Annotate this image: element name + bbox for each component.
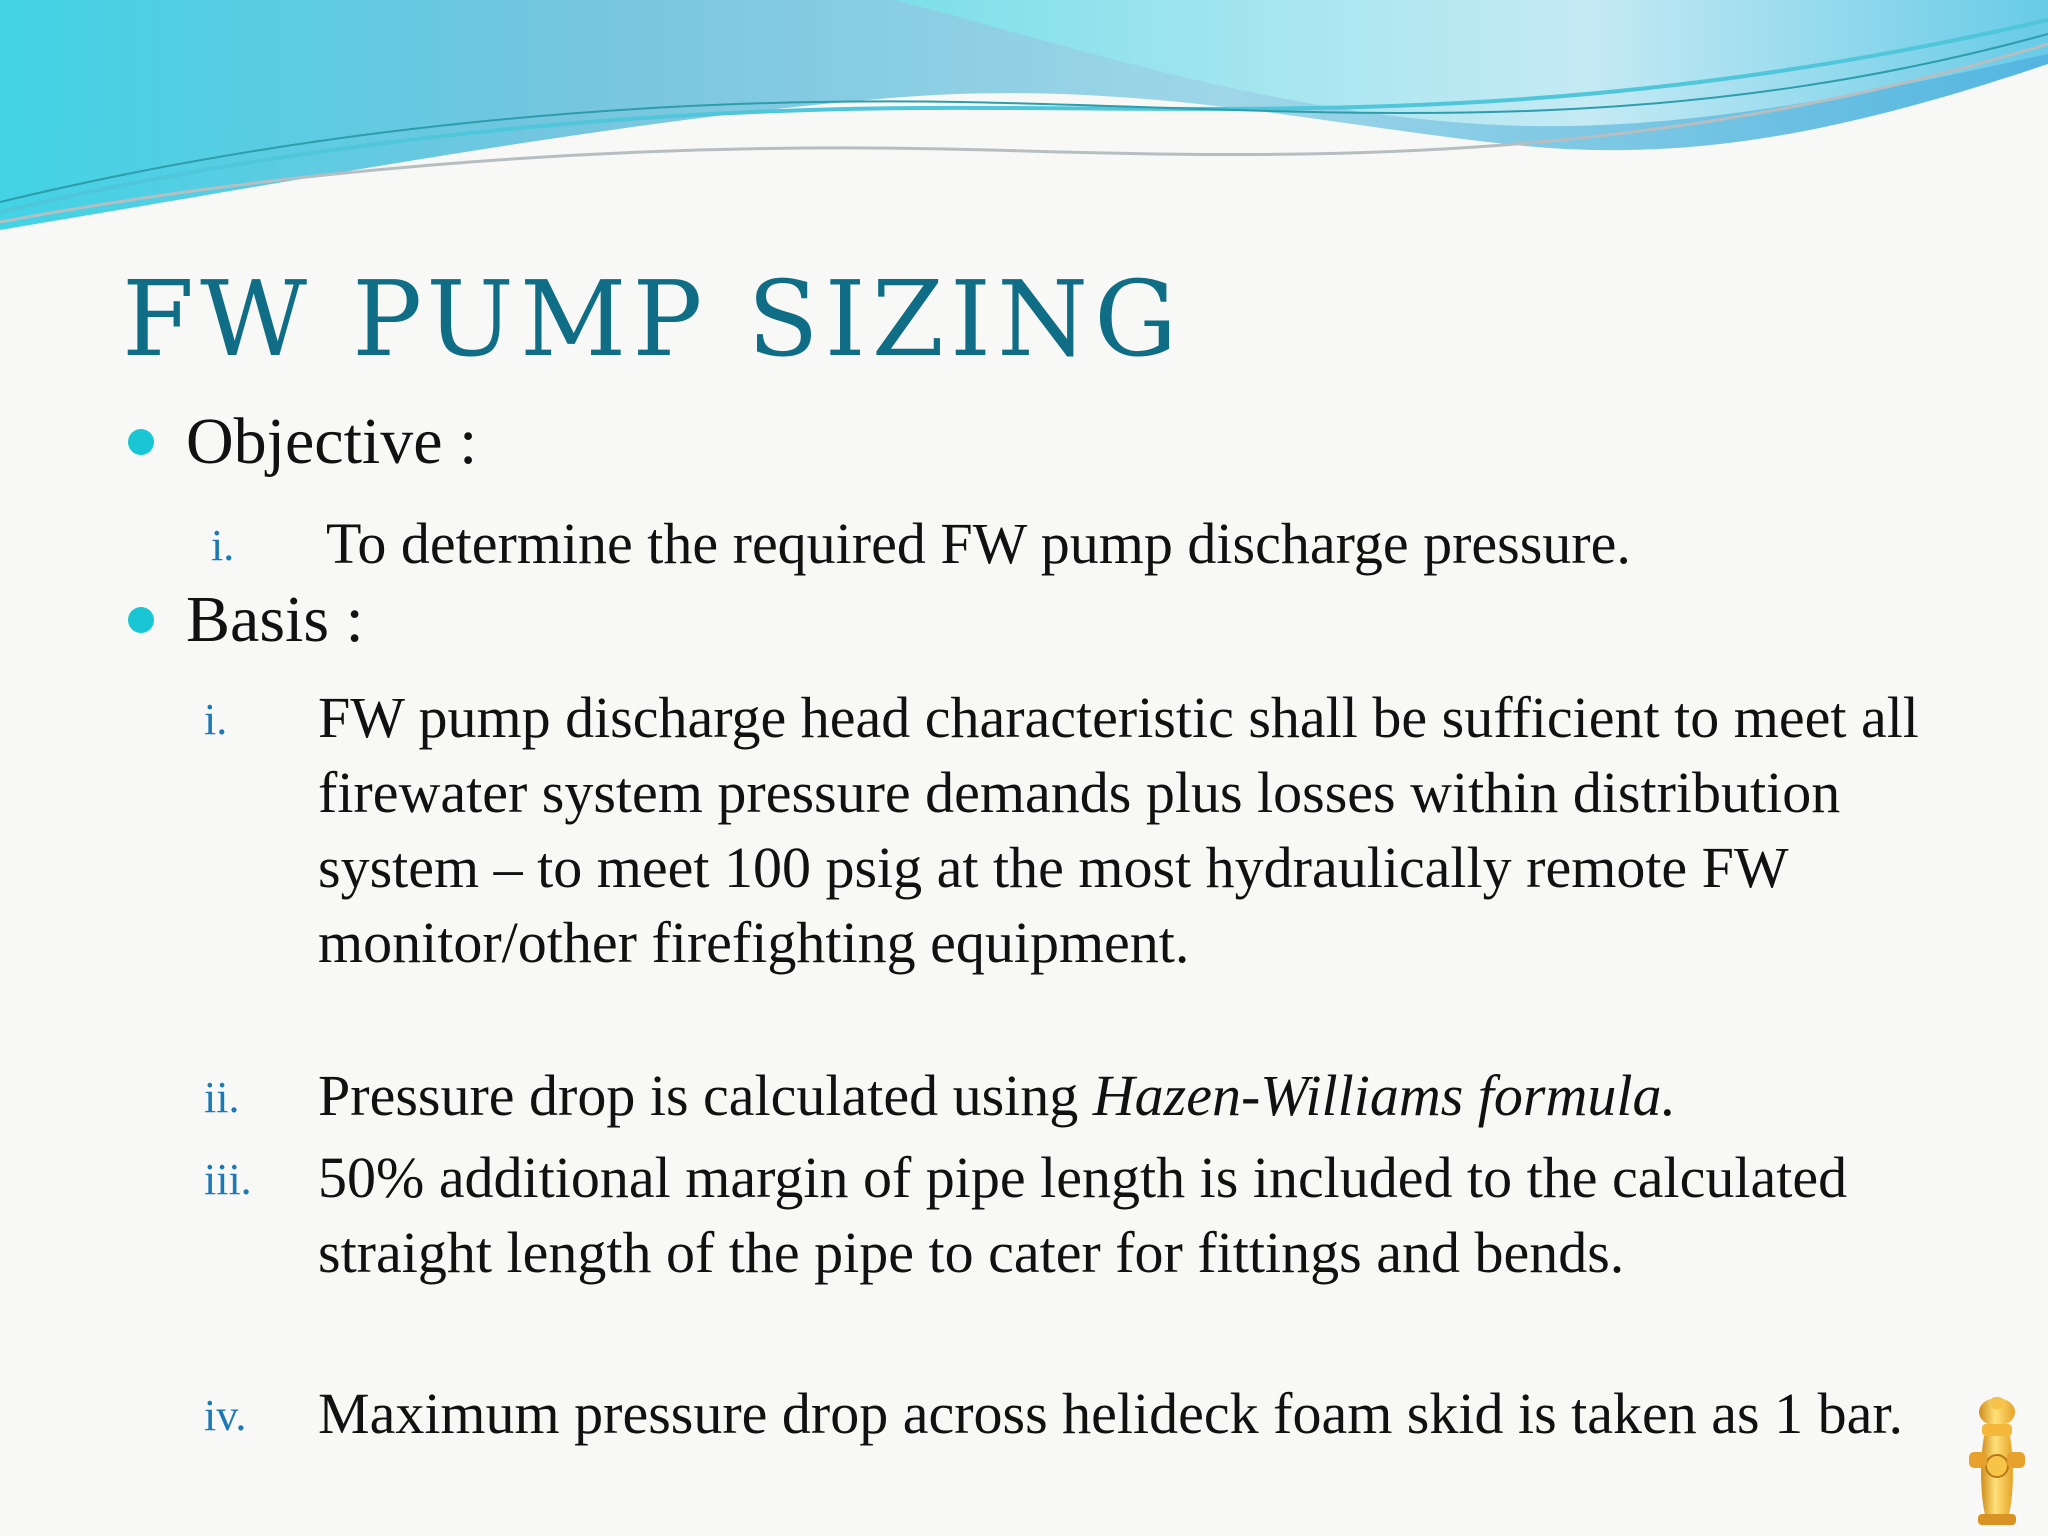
basis-item-2-marker: ii. — [204, 1073, 240, 1122]
basis-item-2-formula: Hazen-Williams formula. — [1092, 1063, 1676, 1128]
basis-label: Basis : — [186, 583, 364, 656]
bullet-dot-icon — [128, 429, 154, 455]
basis-item-2-text-regular: Pressure drop is calculated using — [318, 1063, 1093, 1128]
basis-item-3-marker: iii. — [204, 1155, 252, 1204]
basis-heading — [128, 583, 364, 656]
basis-item-1-marker: i. — [204, 695, 228, 744]
basis-item-3-text: 50% additional margin of pipe length is included to the calculated straight length of the pipe to cater for fittings and bends. — [318, 1145, 1848, 1285]
bullet-dot-icon — [128, 607, 154, 633]
objective-item-1-marker: i. — [211, 521, 235, 570]
basis-item-2-text — [318, 1058, 1938, 1133]
basis-item-1-text: FW pump discharge head characteristic shall be sufficient to meet all firewater system pressure demands plus losses within distribution system – to meet 100 psig at the most hydraulically remote FW monitor/other firefighting equipment. — [318, 685, 1919, 975]
objective-heading — [128, 405, 478, 478]
objective-item-1-text: To determine the required FW pump discharge pressure. — [326, 511, 1631, 576]
basis-item-4-text: Maximum pressure drop across helideck foam skid is taken as 1 bar. — [318, 1381, 1903, 1446]
basis-item-4-marker: iv. — [204, 1391, 247, 1440]
objective-label: Objective : — [186, 405, 478, 478]
slide-title: FW PUMP SIZING — [122, 258, 1184, 380]
fire-hydrant-icon — [1964, 1396, 2030, 1528]
